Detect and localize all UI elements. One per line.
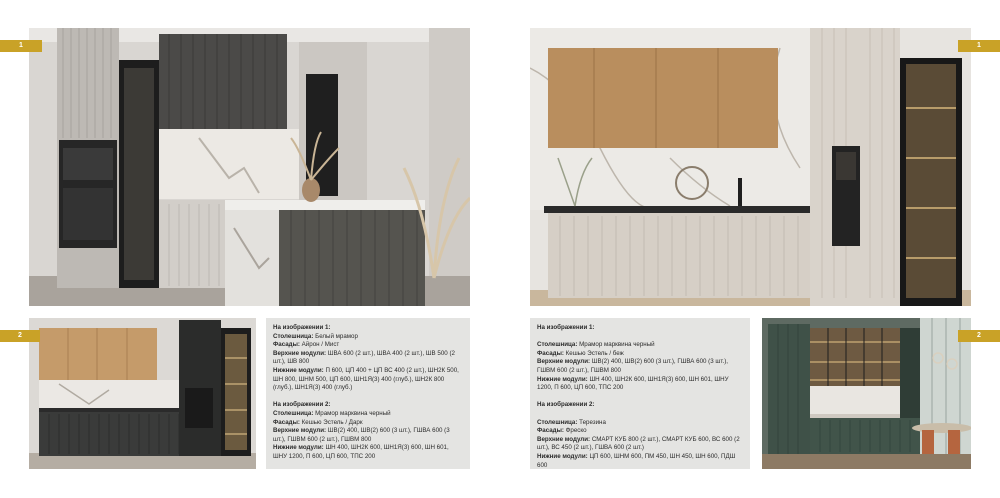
caption-box-right [530, 318, 750, 469]
caption-heading: На изображении 1: [273, 324, 331, 331]
spec-line: Столешница: Терезина [537, 418, 606, 426]
spec-line: Нижние модули: ШН 400, ШН2К 600, ШН1Я(3) 600, ШН 601, ШНУ 1200, П 600, ЦП 600, ТПС 200 [273, 444, 449, 460]
spec-line: Нижние модули: ЦП 600, ШНМ 600, ПМ 450, ШН 450, ШН 600, ПДШ 600 [537, 452, 736, 469]
spec-line: Фасады: Кешью Эстель / Дарк [273, 418, 363, 426]
spec-line: Столешница: Мрамор марквина черный [273, 409, 391, 417]
kitchen-photo-left-2 [29, 318, 256, 469]
spec-line: Фасады: Айрон / Мист [273, 341, 340, 349]
image-number-tag: 2 [958, 330, 1000, 342]
spec-line: Верхние модули: ШВ(2) 400, ШВ(2) 600 (3 шт.), ГШВА 600 (3 шт.), ГШВМ 600 (2 шт.), ГШВМ 800 [273, 427, 450, 443]
spec-line: Верхние модули: ШВА 600 (2 шт.), ШВА 400 (2 шт.), ШВ 500 (2 шт.), ШВ 800 [273, 349, 455, 366]
kitchen-photo-right-2 [762, 318, 971, 469]
caption-box-left [266, 318, 470, 469]
spec-line: Фасады: Кешью Эстель / беж [537, 349, 624, 357]
kitchen-photo-right-1 [530, 28, 971, 306]
spec-line: Столешница: Белый мрамор [273, 332, 358, 340]
image-number-tag: 2 [0, 330, 40, 342]
caption-heading: На изображении 2: [273, 401, 331, 409]
spec-line: Нижние модули: П 600, ЦП 400 + ЦП ВС 400 (2 шт.), ШН2К 500, ШН 800, ШНМ 500, ЦП 600, ШН1Я(3) 400 (глуб.), ШН2К 800 (глуб.), ШН1Я(3) 400 (глуб.) [273, 366, 459, 392]
spec-line: Нижние модули: ШН 400, ШН2К 600, ШН1Я(3) 600, ШН 601, ШНУ 1200, П 600, ЦП 600, ТПС 200 [537, 375, 729, 392]
spec-line: Фасады: Фреско [537, 427, 587, 435]
kitchen-photo-left-1 [29, 28, 470, 306]
caption-heading: На изображении 2: [537, 401, 595, 409]
spec-line: Верхние модули: СМАРТ КУБ 800 (2 шт.), СМАРТ КУБ 600, ВС 600 (2 шт.), ВС 450 (2 шт.), ГШВА 600 (2 шт.) [537, 435, 740, 452]
spec-line: Верхние модули: ШВ(2) 400, ШВ(2) 600 (3 шт.), ГШВА 600 (3 шт.), ГШВМ 600 (2 шт.), ГШВМ 800 [537, 358, 729, 374]
caption-heading: На изображении 1: [537, 324, 595, 331]
image-number-tag: 1 [0, 40, 42, 52]
spec-line: Столешница: Мрамор марквина черный [537, 341, 655, 349]
image-number-tag: 1 [958, 40, 1000, 52]
